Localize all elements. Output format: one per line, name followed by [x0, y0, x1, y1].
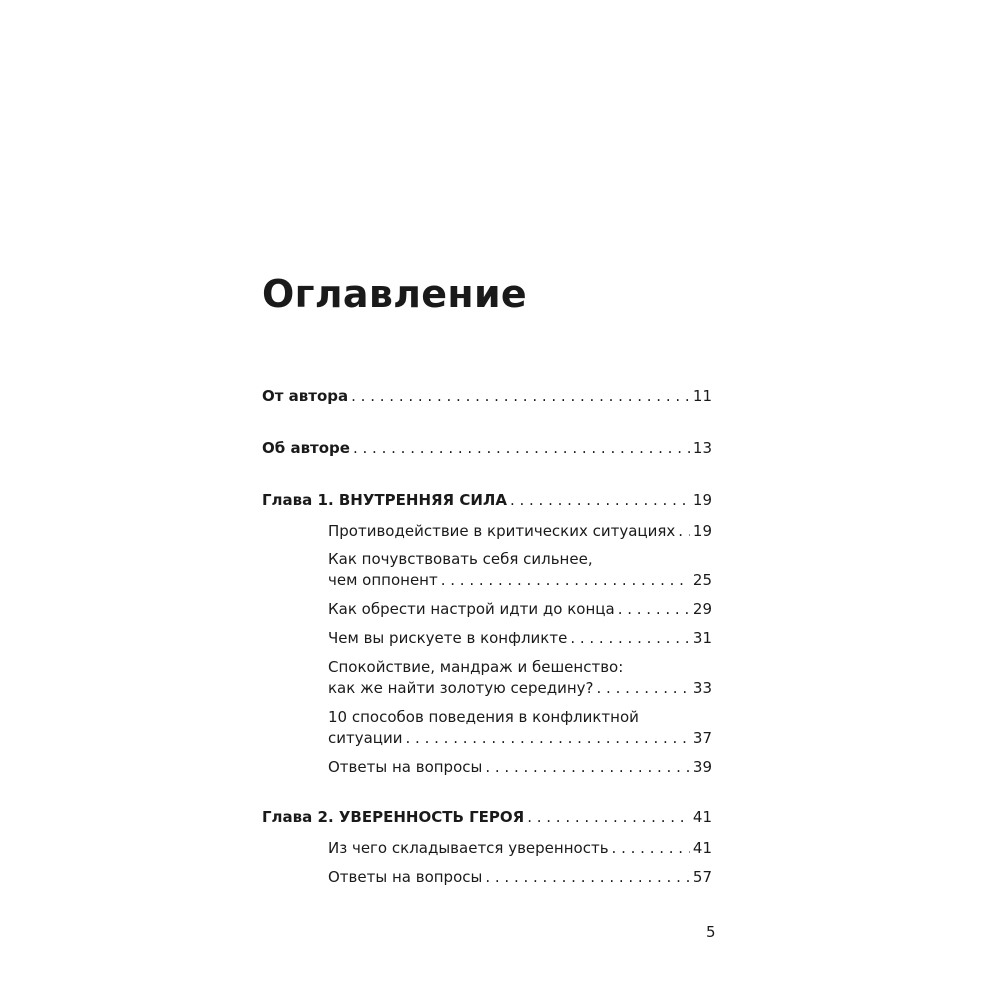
toc-entry-about-author[interactable] [262, 436, 712, 460]
toc-entry-page: 39 [692, 758, 712, 776]
toc-entry-label: чем оппонент [328, 571, 438, 589]
toc-entry-ten-ways[interactable] [328, 726, 712, 750]
toc-entry-page: 41 [692, 839, 712, 857]
dot-leader [612, 836, 690, 860]
toc-entry-label: Ответы на вопросы [328, 868, 483, 886]
dot-leader [485, 755, 690, 779]
toc-entry-page: 29 [692, 600, 712, 618]
toc-entry-counteraction[interactable] [328, 519, 712, 543]
toc-entry-label: Глава 2. УВЕРЕННОСТЬ ГЕРОЯ [262, 808, 525, 826]
toc-entry-page: 31 [692, 629, 712, 647]
toc-entry-chapter-1[interactable] [262, 488, 712, 512]
toc-entry-calm[interactable] [328, 676, 712, 700]
toc-entry-from-author[interactable] [262, 384, 712, 408]
dot-leader [597, 676, 690, 700]
toc-entry-label: От автора [262, 387, 349, 405]
toc-entry-label: Чем вы рискуете в конфликте [328, 629, 568, 647]
toc-entry-chapter-2[interactable] [262, 805, 712, 829]
toc-entry-risks[interactable] [328, 626, 712, 650]
toc-entry-label: Из чего складывается уверенность [328, 839, 609, 857]
dot-leader [441, 568, 690, 592]
toc-entry-mindset[interactable] [328, 597, 712, 621]
toc-entry-label: Противодействие в критических ситуациях [328, 522, 676, 540]
toc-entry-label: Спокойствие, мандраж и бешенство: [328, 658, 624, 676]
toc-entry-label: 10 способов поведения в конфликтной [328, 708, 639, 726]
toc-entry-label: ситуации [328, 729, 403, 747]
toc-entry-label: Как почувствовать себя сильнее, [328, 550, 593, 568]
dot-leader [510, 488, 690, 512]
toc-entry-page: 11 [692, 387, 712, 405]
toc-entry-page: 19 [692, 491, 712, 509]
toc-entry-label: Ответы на вопросы [328, 758, 483, 776]
toc-entry-page: 41 [692, 808, 712, 826]
toc-entry-page: 33 [692, 679, 712, 697]
dot-leader [570, 626, 690, 650]
toc-entry-label: Глава 1. ВНУТРЕННЯЯ СИЛА [262, 491, 507, 509]
toc-entry-page: 37 [692, 729, 712, 747]
page-title: Оглавление [262, 272, 527, 316]
toc-entry-answers-2[interactable] [328, 865, 712, 889]
toc-entry-page: 13 [692, 439, 712, 457]
dot-leader [618, 597, 690, 621]
toc-entry-confidence[interactable] [328, 836, 712, 860]
toc-entry-label: как же найти золотую середину? [328, 679, 594, 697]
dot-leader [527, 805, 690, 829]
dot-leader [678, 519, 690, 543]
dot-leader [353, 436, 690, 460]
toc-entry-feel-stronger[interactable] [328, 568, 712, 592]
dot-leader [485, 865, 690, 889]
toc-entry-answers-1[interactable] [328, 755, 712, 779]
page-number: 5 [706, 923, 716, 941]
toc-entry-label: Об авторе [262, 439, 350, 457]
dot-leader [351, 384, 690, 408]
dot-leader [406, 726, 690, 750]
toc-entry-label: Как обрести настрой идти до конца [328, 600, 615, 618]
toc-entry-page: 25 [692, 571, 712, 589]
toc-entry-page: 19 [692, 522, 712, 540]
toc-entry-page: 57 [692, 868, 712, 886]
